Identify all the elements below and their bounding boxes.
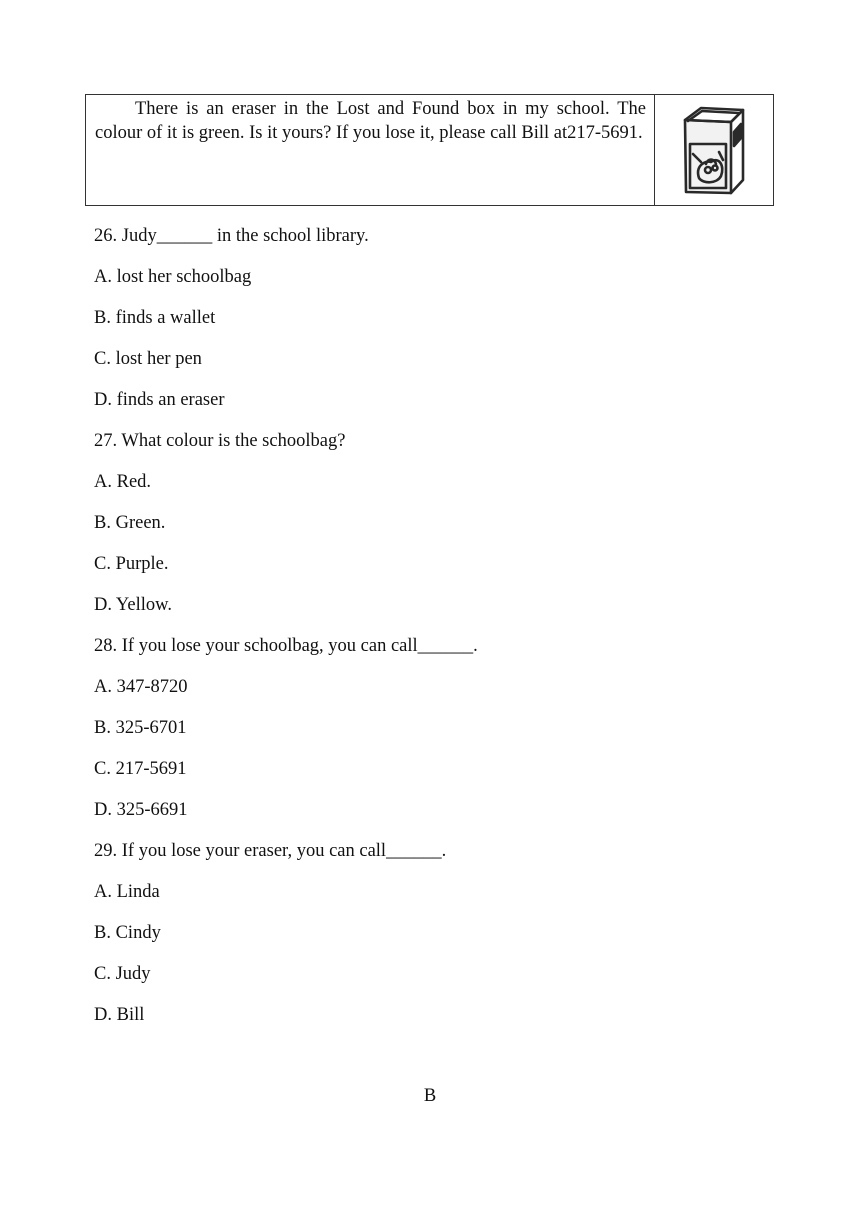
lost-found-notice-table — [85, 94, 774, 206]
question-29-option-c: C. Judy — [94, 964, 151, 984]
notice-text: There is an eraser in the Lost and Found box in my school. The colour of it is green. Is it yours? If you lose it, please call Bill at217-5691. — [86, 95, 655, 205]
section-label: B — [423, 1086, 437, 1106]
question-26-stem: 26. Judy______ in the school library. — [94, 226, 369, 246]
question-28-option-a: A. 347-8720 — [94, 677, 188, 697]
question-28-option-b: B. 325-6701 — [94, 718, 187, 738]
question-29-stem: 29. If you lose your eraser, you can call______. — [94, 841, 447, 861]
question-29-option-b: B. Cindy — [94, 923, 161, 943]
question-27-option-d: D. Yellow. — [94, 595, 172, 615]
question-27-option-b: B. Green. — [94, 513, 166, 533]
question-list — [94, 224, 774, 1044]
question-29-option-a: A. Linda — [94, 882, 160, 902]
question-29-option-d: D. Bill — [94, 1005, 145, 1025]
question-26-option-a: A. lost her schoolbag — [94, 267, 252, 287]
question-26-option-b: B. finds a wallet — [94, 308, 216, 328]
notice-image-cell — [655, 95, 773, 205]
question-28-stem: 28. If you lose your schoolbag, you can call______. — [94, 636, 478, 656]
question-26-option-d: D. finds an eraser — [94, 390, 225, 410]
question-26-option-c: C. lost her pen — [94, 349, 202, 369]
lost-and-found-box-icon — [679, 104, 749, 196]
question-27-option-c: C. Purple. — [94, 554, 169, 574]
question-28-option-d: D. 325-6691 — [94, 800, 188, 820]
question-28-option-c: C. 217-5691 — [94, 759, 187, 779]
question-27-stem: 27. What colour is the schoolbag? — [94, 431, 346, 451]
question-27-option-a: A. Red. — [94, 472, 152, 492]
